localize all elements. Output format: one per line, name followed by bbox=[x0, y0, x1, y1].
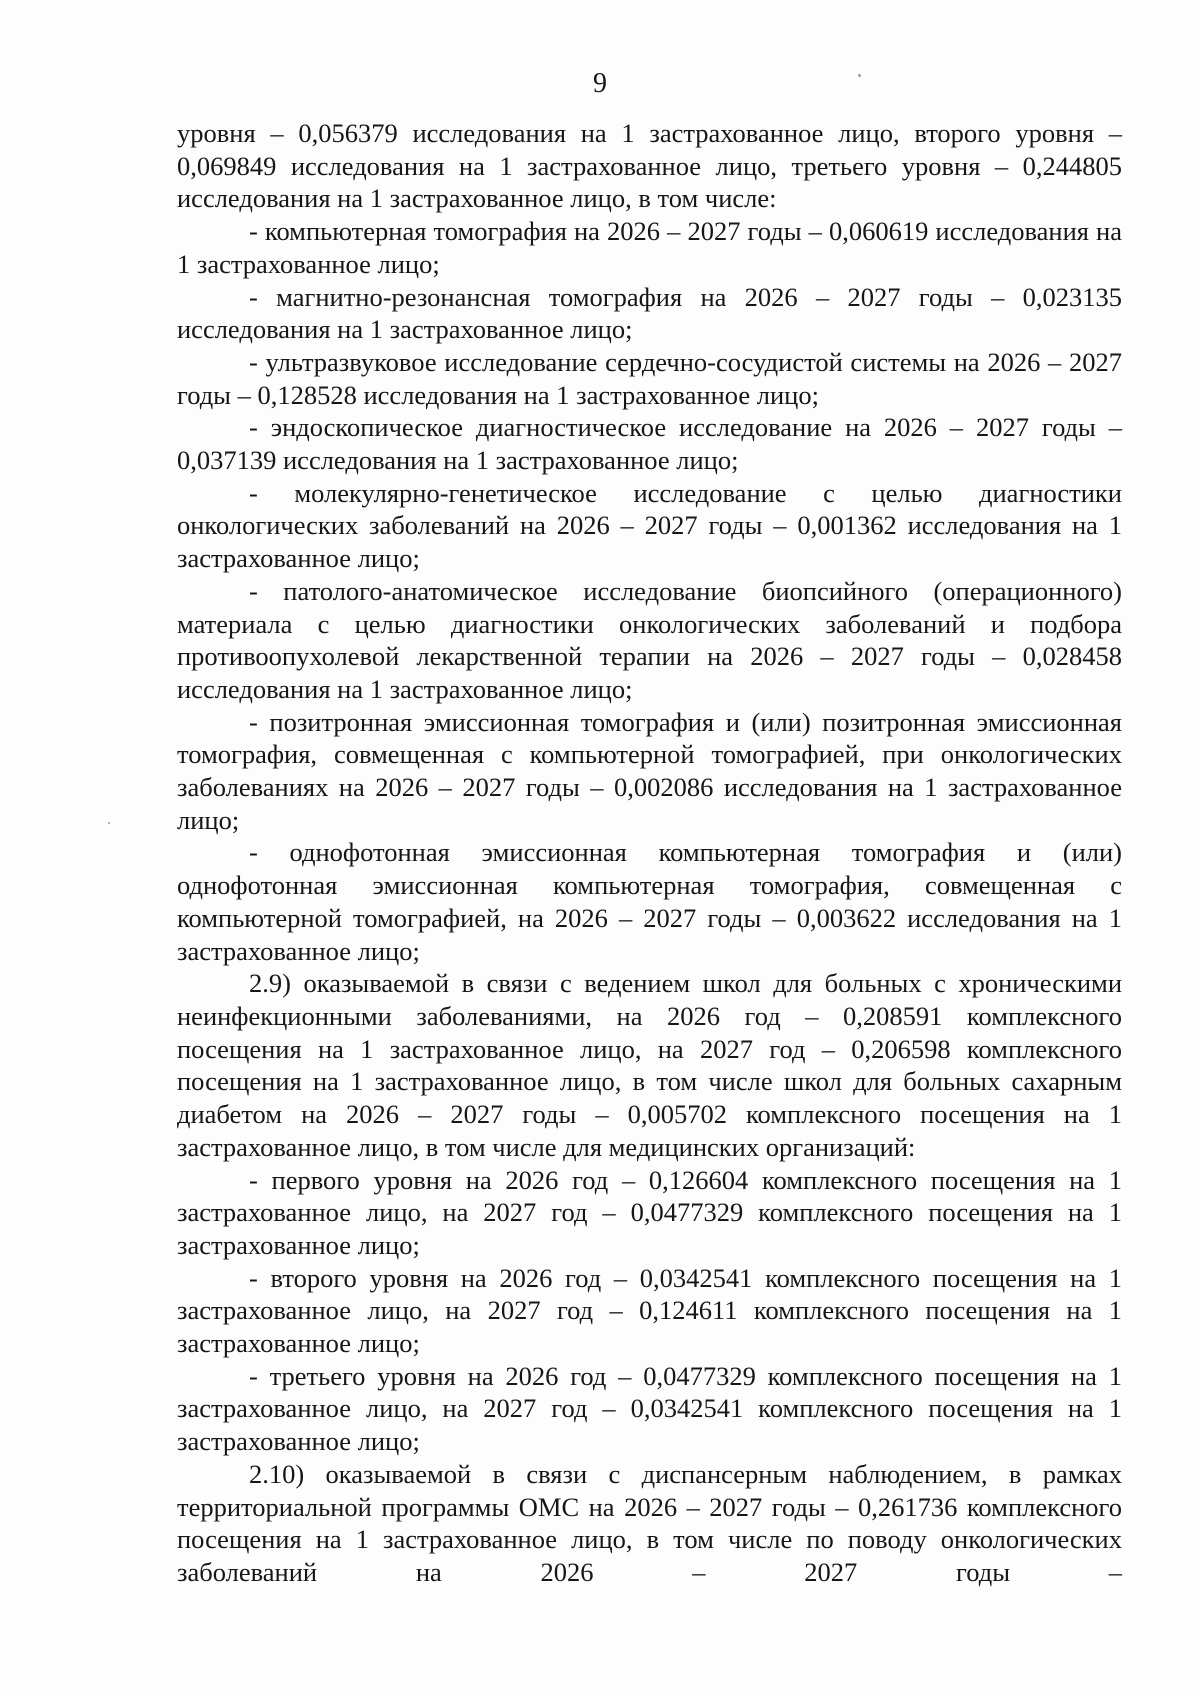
list-item-endoscopy: - эндоскопическое диагностическое исследование на 2026 – 2027 годы – 0,037139 исследования на 1 застрахованное лицо; bbox=[177, 412, 1122, 476]
list-item-second-level: - второго уровня на 2026 год – 0,0342541 комплексного посещения на 1 застрахованное лицо, на 2027 год – 0,124611 комплексного посещения на 1 застрахованное лицо; bbox=[177, 1262, 1122, 1359]
scan-speck bbox=[858, 74, 861, 77]
list-item-pet: - позитронная эмиссионная томография и (или) позитронная эмиссионная томография, совмещенная с компьютерной томографией, при онкологических заболеваниях на 2026 – 2027 годы – 0,002086 исследования на 1 застрахованное лицо; bbox=[177, 706, 1122, 835]
list-item-pathology: - патолого-анатомическое исследование биопсийного (операционного) материала с целью диагностики онкологических заболеваний и подбора противоопухолевой лекарственной терапии на 2026 – 2027 годы – 0,028458 исследования на 1 застрахованное лицо; bbox=[177, 575, 1122, 704]
list-item-third-level: - третьего уровня на 2026 год – 0,0477329 комплексного посещения на 1 застрахованное лицо, на 2027 год – 0,0342541 комплексного посещения на 1 застрахованное лицо; bbox=[177, 1360, 1122, 1457]
scan-speck bbox=[108, 822, 110, 824]
clause-2-10: 2.10) оказываемой в связи с диспансерным наблюдением, в рамках территориальной программы ОМС на 2026 – 2027 годы – 0,261736 комплексного посещения на 1 застрахованное лицо, в том числе по поводу онкологических заболеваний на 2026 – 2027 годы – bbox=[177, 1458, 1122, 1587]
page-number: 9 bbox=[593, 68, 607, 99]
list-item-ct: - компьютерная томография на 2026 – 2027 годы – 0,060619 исследования на 1 застрахованное лицо; bbox=[177, 216, 1122, 279]
list-item-spect: - однофотонная эмиссионная компьютерная томография и (или) однофотонная эмиссионная компьютерная томография, совмещенная с компьютерной томографией, на 2026 – 2027 годы – 0,003622 исследования на 1 застрахованное лицо; bbox=[177, 837, 1122, 966]
clause-2-9: 2.9) оказываемой в связи с ведением школ для больных с хроническими неинфекционными заболеваниями, на 2026 год – 0,208591 комплексного посещения на 1 застрахованное лицо, на 2027 год – 0,206598 комплексного посещения на 1 застрахованное лицо, в том числе школ для больных сахарным диабетом на 2026 – 2027 годы – 0,005702 комплексного посещения на 1 застрахованное лицо, в том числе для медицинских организаций: bbox=[177, 968, 1122, 1162]
document-body bbox=[177, 117, 1122, 1589]
list-item-mri: - магнитно-резонансная томография на 2026 – 2027 годы – 0,023135 исследования на 1 застрахованное лицо; bbox=[177, 281, 1122, 345]
list-item-molecular-genetic: - молекулярно-генетическое исследование с целью диагностики онкологических заболеваний на 2026 – 2027 годы – 0,001362 исследования на 1 застрахованное лицо; bbox=[177, 477, 1122, 574]
list-item-ultrasound: - ультразвуковое исследование сердечно-сосудистой системы на 2026 – 2027 годы – 0,128528 исследования на 1 застрахованное лицо; bbox=[177, 346, 1122, 410]
paragraph-levels-continuation: уровня – 0,056379 исследования на 1 застрахованное лицо, второго уровня – 0,069849 исследования на 1 застрахованное лицо, третьего уровня – 0,244805 исследования на 1 застрахованное лицо, в том числе: bbox=[177, 118, 1122, 214]
list-item-first-level: - первого уровня на 2026 год – 0,126604 комплексного посещения на 1 застрахованное лицо, на 2027 год – 0,0477329 комплексного посещения на 1 застрахованное лицо; bbox=[177, 1164, 1122, 1260]
